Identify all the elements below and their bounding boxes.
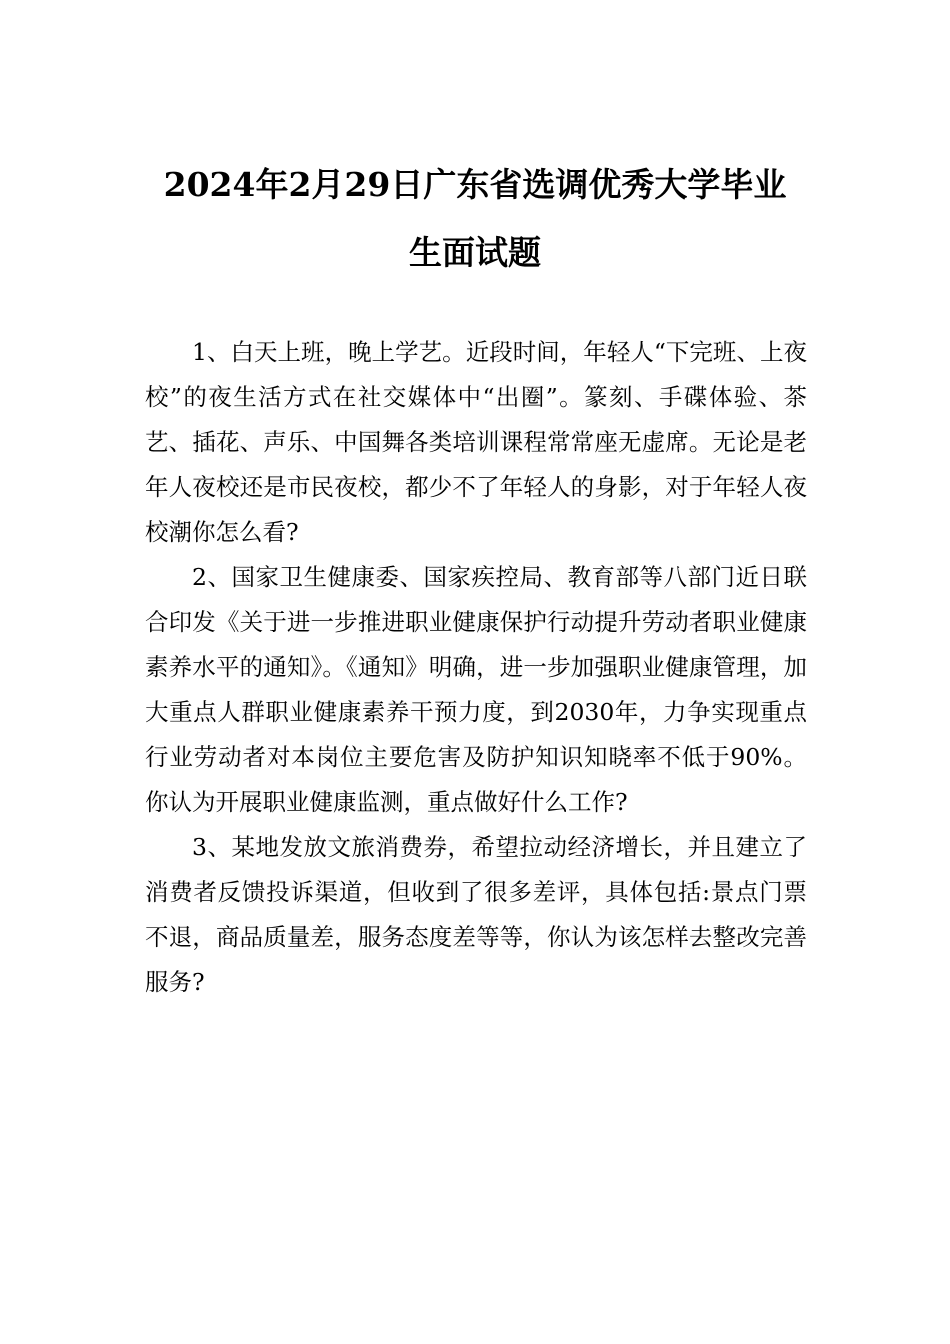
document-title-line-2: 生面试题 (409, 233, 541, 272)
document-body (145, 330, 807, 1005)
question-paragraph-3: 3、某地发放文旅消费券，希望拉动经济增长，并且建立了消费者反馈投诉渠道，但收到了很多差评，具体包括:景点门票不退，商品质量差，服务态度差等等，你认为该怎样去整改完善服务? (145, 833, 807, 996)
document-title-line-1: 2024年2月29日广东省选调优秀大学毕业 (163, 165, 787, 204)
question-paragraph-2: 2、国家卫生健康委、国家疾控局、教育部等八部门近日联合印发《关于进一步推进职业健康保护行动提升劳动者职业健康素养水平的通知》。《通知》明确，进一步加强职业健康管理，加大重点人群职业健康素养干预力度，到2030年，力争实现重点行业劳动者对本岗位主要危害及防护知识知晓率不低于90%。你认为开展职业健康监测，重点做好什么工作? (145, 563, 807, 816)
question-paragraph-1: 1、白天上班，晚上学艺。近段时间，年轻人“下完班、上夜校”的夜生活方式在社交媒体中“出圈”。篆刻、手碟体验、茶艺、插花、声乐、中国舞各类培训课程常常座无虚席。无论是老年人夜校还是市民夜校，都少不了年轻人的身影，对于年轻人夜校潮你怎么看? (145, 338, 807, 546)
